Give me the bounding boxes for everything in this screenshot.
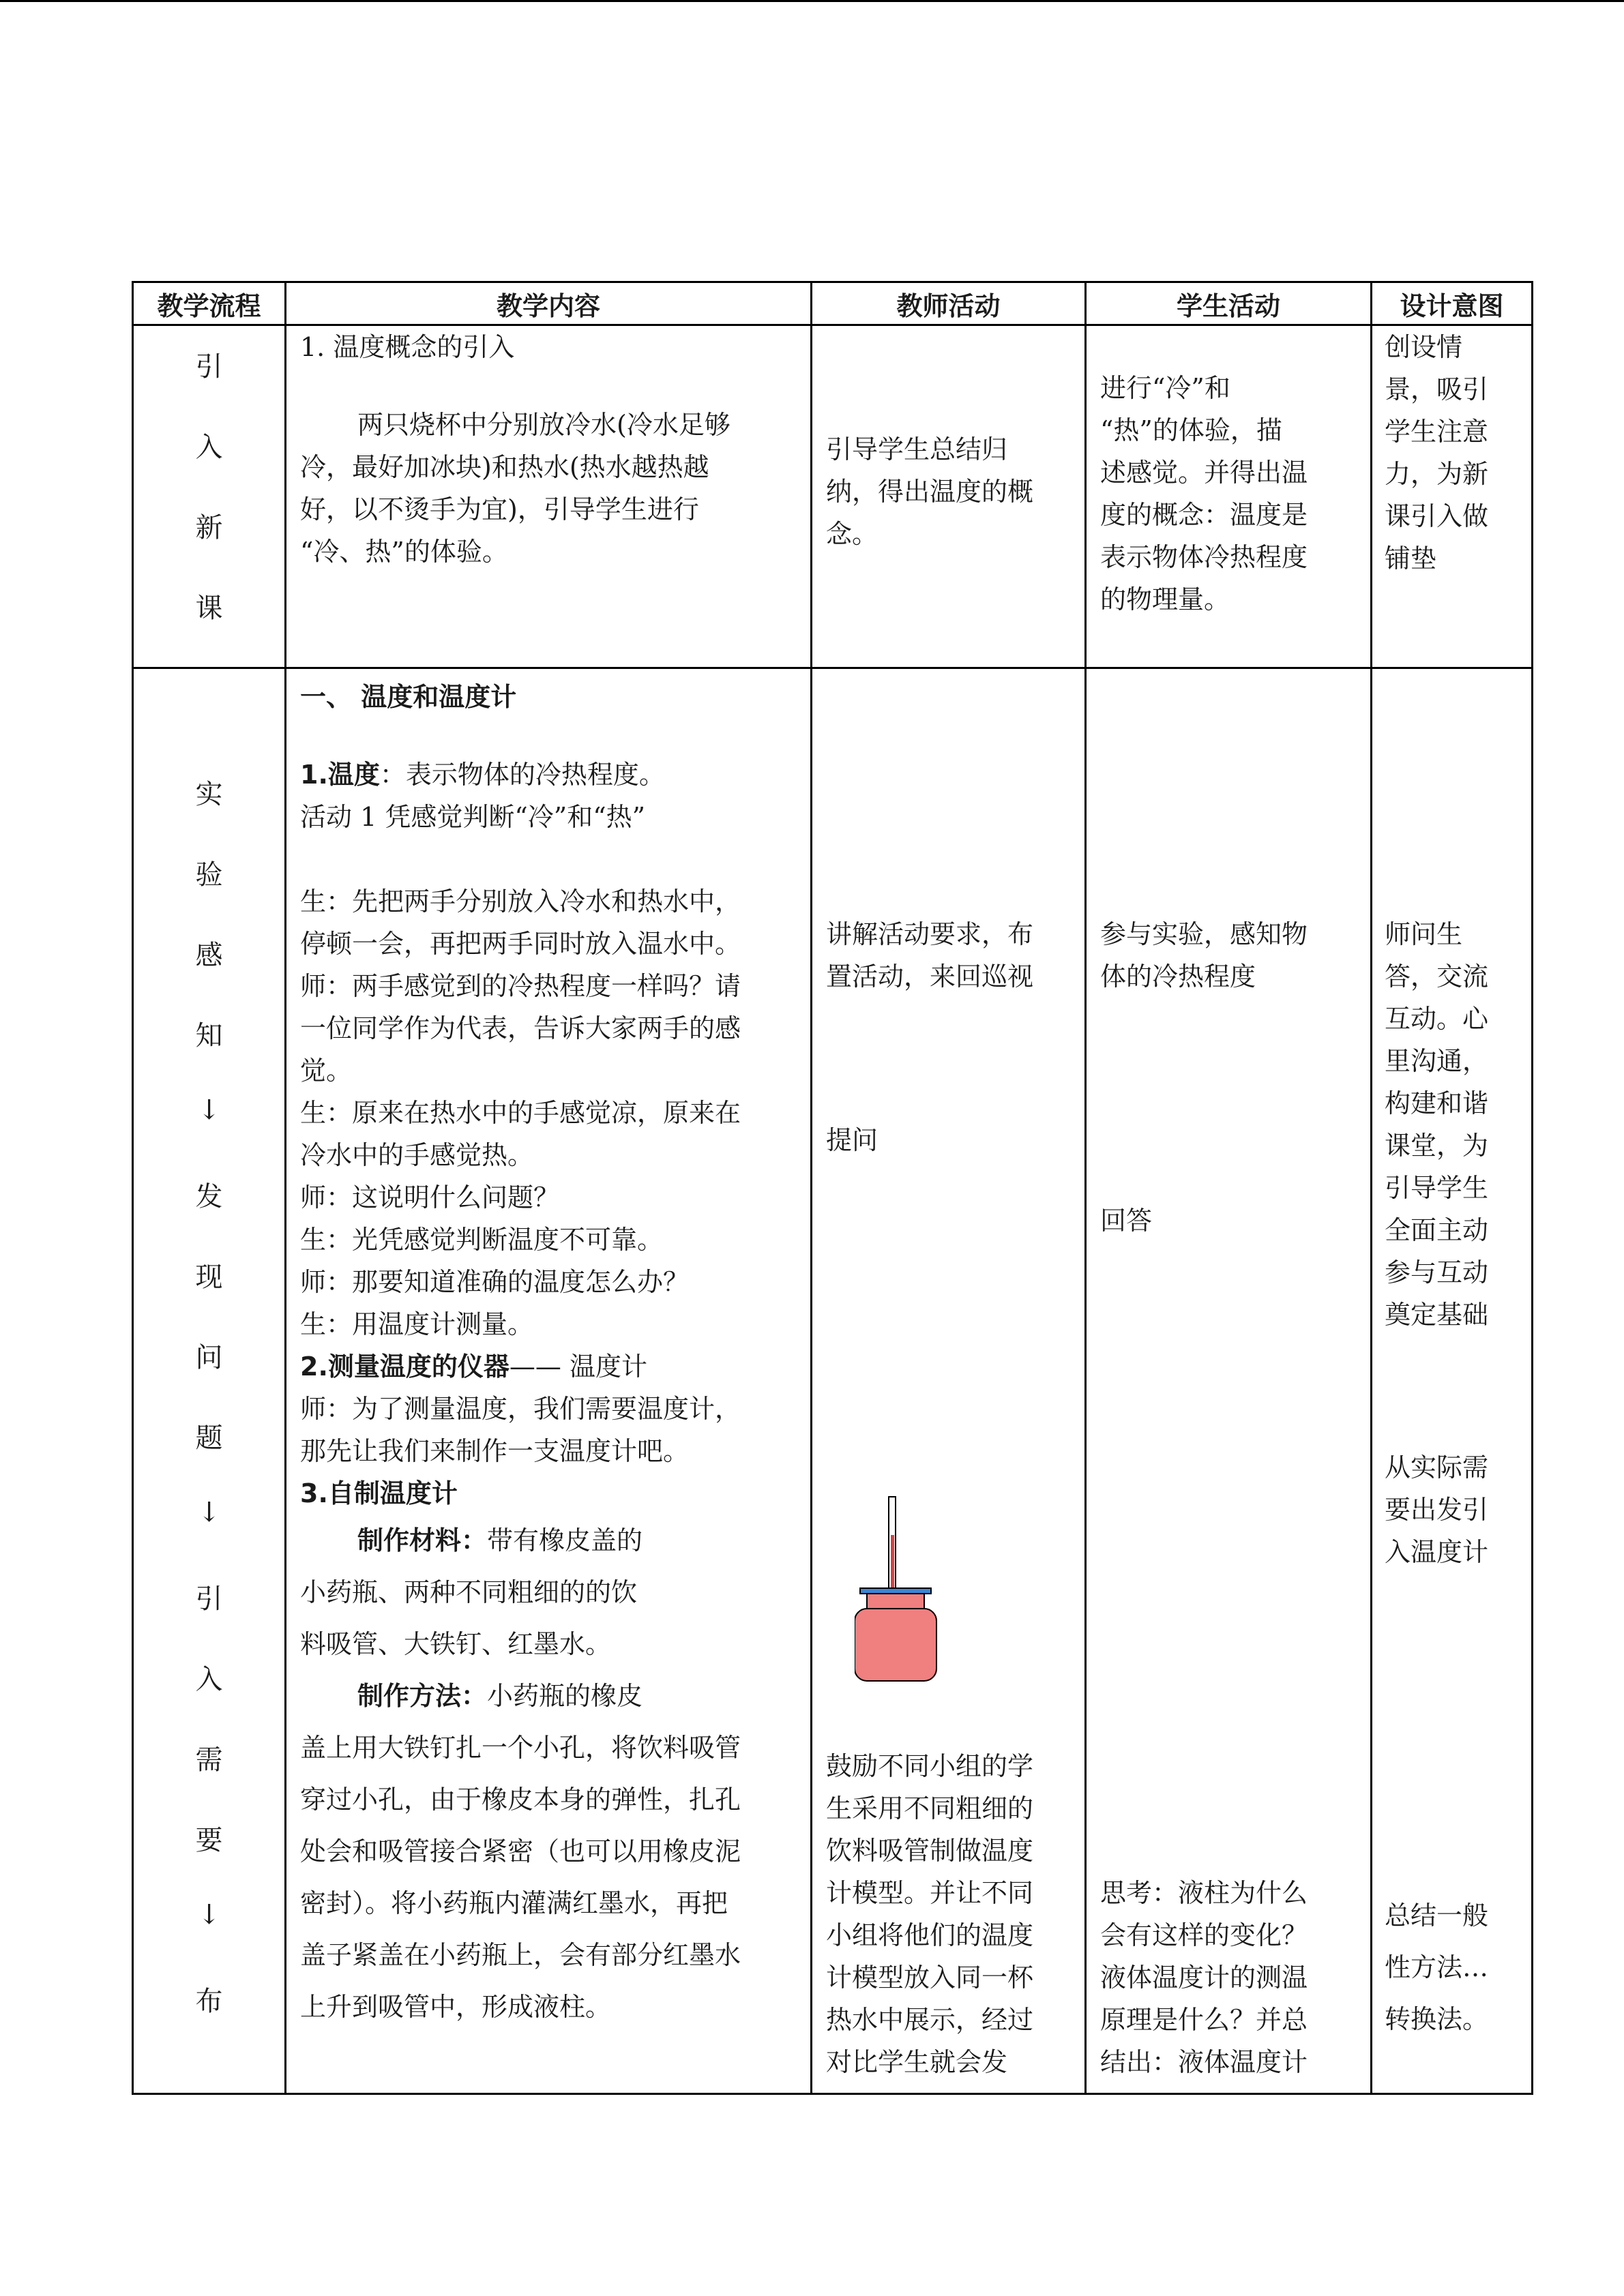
intent-line: 景，吸引: [1385, 374, 1489, 404]
header-content: 教学内容: [286, 282, 812, 325]
intent-line: 力，为新: [1385, 459, 1489, 489]
row-experiment: [133, 668, 1533, 2094]
method-line: 盖子紧盖在小药瓶上，会有部分红墨水: [300, 1940, 741, 1970]
intent-line: 铺垫: [1385, 543, 1437, 573]
student-line: 述感觉。并得出温: [1100, 458, 1308, 488]
student-line: 进行“冷”和: [1100, 373, 1230, 403]
teacher-cell-intro: [812, 325, 1086, 668]
teacher-line: 提问: [826, 1125, 879, 1155]
teacher-line: 热水中展示，经过: [826, 2005, 1034, 2035]
lesson-plan-table: [132, 281, 1533, 2095]
intent-line: 课引入做: [1385, 501, 1489, 531]
student-line: 结出：液体温度计: [1100, 2047, 1308, 2077]
teacher-line: 鼓励不同小组的学: [826, 1751, 1034, 1781]
stage-label-experiment: 实 验 感 知 ↓ 发 现 问 题 ↓ 引 入 需 要 ↓ 布: [195, 779, 223, 2017]
teacher-line: 置活动，来回巡视: [826, 961, 1034, 992]
teacher-line: 念。: [826, 519, 879, 549]
student-line: 体的冷热程度: [1100, 961, 1256, 992]
content-title: 1. 温度概念的引入: [300, 332, 515, 362]
intent-line: 学生注意: [1385, 417, 1489, 447]
student-line: 液体温度计的测温: [1100, 1963, 1308, 1993]
student-line: “热”的体验，描: [1100, 415, 1282, 445]
intent-line: 从实际需: [1385, 1452, 1489, 1482]
stage-cell-intro: [133, 325, 286, 668]
materials-line: 料吸管、大铁钉、红墨水。: [300, 1629, 612, 1659]
intent-line: 奠定基础: [1385, 1300, 1489, 1330]
content-line: 两只烧杯中分别放冷水(冷水足够: [357, 410, 730, 440]
materials-line: 小药瓶、两种不同粗细的的饮: [300, 1577, 638, 1607]
dialogue-line: 生：光凭感觉判断温度不可靠。: [300, 1225, 664, 1255]
header-student: 学生活动: [1086, 282, 1372, 325]
teacher-line: 对比学生就会发: [826, 2047, 1008, 2077]
intent-line: 创设情: [1385, 332, 1463, 362]
intent-line: 课堂，为: [1385, 1131, 1489, 1161]
temperature-definition: 1.温度：表示物体的冷热程度。: [300, 760, 665, 790]
teacher-line: 纳，得出温度的概: [826, 477, 1034, 507]
stage-cell-experiment: [133, 668, 286, 2094]
instrument-heading: 2.测量温度的仪器—— 温度计: [300, 1352, 647, 1382]
method-line: 制作方法：小药瓶的橡皮: [357, 1681, 643, 1711]
intent-line: 总结一般: [1385, 1900, 1489, 1930]
teacher-line: 讲解活动要求，布: [826, 919, 1034, 949]
activity-1: 活动 1 凭感觉判断“冷”和“热”: [300, 802, 646, 832]
dialogue-line: 师：两手感觉到的冷热程度一样吗？请: [300, 971, 741, 1001]
content-line: 那先让我们来制作一支温度计吧。: [300, 1436, 690, 1466]
teacher-line: 生采用不同粗细的: [826, 1793, 1034, 1823]
dialogue-line: 生：先把两手分别放入冷水和热水中，: [300, 886, 741, 916]
content-line: 冷，最好加冰块)和热水(热水越热越: [300, 452, 709, 482]
intent-line: 师问生: [1385, 919, 1463, 949]
student-line: 思考：液柱为什么: [1100, 1878, 1308, 1908]
intent-cell-experiment: [1372, 668, 1533, 2094]
dialogue-line: 冷水中的手感觉热。: [300, 1140, 534, 1170]
header-intent: 设计意图: [1372, 282, 1533, 325]
dialogue-line: 师：那要知道准确的温度怎么办？: [300, 1267, 690, 1297]
student-line: 会有这样的变化？: [1100, 1920, 1308, 1950]
student-line: 度的概念：温度是: [1100, 500, 1308, 530]
student-cell-experiment: [1086, 668, 1372, 2094]
materials-line: 制作材料：带有橡皮盖的: [357, 1525, 643, 1555]
method-line: 盖上用大铁钉扎一个小孔，将饮料吸管: [300, 1733, 741, 1763]
top-border-line: [0, 0, 1624, 2]
header-flow: 教学流程: [133, 282, 286, 325]
dialogue-line: 师：这说明什么问题？: [300, 1182, 560, 1212]
header-row: [133, 282, 1533, 325]
content-line: 师：为了测量温度，我们需要温度计，: [300, 1394, 741, 1424]
teacher-line: 计模型放入同一杯: [826, 1963, 1034, 1993]
intent-line: 参与互动: [1385, 1257, 1489, 1287]
content-line: “冷、热”的体验。: [300, 537, 508, 567]
header-teacher: 教师活动: [812, 282, 1086, 325]
dialogue-line: 觉。: [300, 1056, 353, 1086]
method-line: 穿过小孔，由于橡皮本身的弹性，扎孔: [300, 1785, 741, 1815]
section-title: 一、 温度和温度计: [300, 682, 517, 712]
dialogue-line: 生：原来在热水中的手感觉凉，原来在: [300, 1098, 741, 1128]
content-line: 好，以不烫手为宜)，引导学生进行: [300, 494, 699, 524]
intent-line: 引导学生: [1385, 1173, 1489, 1203]
intent-line: 要出发引: [1385, 1495, 1489, 1525]
student-line: 的物理量。: [1100, 584, 1230, 614]
intent-line: 构建和谐: [1385, 1088, 1489, 1118]
intent-line: 答，交流: [1385, 961, 1489, 992]
intent-line: 性方法…: [1385, 1952, 1489, 1982]
intent-cell-intro: [1372, 325, 1533, 668]
intent-line: 全面主动: [1385, 1215, 1489, 1245]
method-line: 处会和吸管接合紧密（也可以用橡皮泥: [300, 1836, 741, 1866]
method-line: 上升到吸管中，形成液柱。: [300, 1992, 612, 2022]
intent-line: 里沟通，: [1385, 1046, 1489, 1076]
student-line: 原理是什么？并总: [1100, 2005, 1308, 2035]
diy-title: 3.自制温度计: [300, 1478, 458, 1508]
teacher-line: 饮料吸管制做温度: [826, 1836, 1034, 1866]
student-line: 表示物体冷热程度: [1100, 542, 1308, 572]
student-cell-intro: [1086, 325, 1372, 668]
teacher-line: 计模型。并让不同: [826, 1878, 1034, 1908]
dialogue-line: 停顿一会，再把两手同时放入温水中。: [300, 929, 741, 959]
intent-line: 转换法。: [1385, 2004, 1489, 2034]
stage-label-intro: 引 入 新 课: [195, 351, 223, 624]
content-cell-experiment: [286, 668, 812, 2094]
dialogue-line: 一位同学作为代表，告诉大家两手的感: [300, 1013, 741, 1043]
teacher-cell-experiment: [812, 668, 1086, 2094]
student-line: 回答: [1100, 1206, 1153, 1236]
method-line: 密封）。将小药瓶内灌满红墨水，再把: [300, 1888, 728, 1918]
intent-line: 互动。心: [1385, 1004, 1489, 1034]
content-cell-intro: [286, 325, 812, 668]
teacher-line: 小组将他们的温度: [826, 1920, 1034, 1950]
dialogue-line: 生：用温度计测量。: [300, 1309, 534, 1339]
intent-line: 入温度计: [1385, 1537, 1489, 1567]
row-introduction: [133, 325, 1533, 668]
teacher-line: 引导学生总结归: [826, 434, 1008, 464]
student-line: 参与实验，感知物: [1100, 919, 1308, 949]
